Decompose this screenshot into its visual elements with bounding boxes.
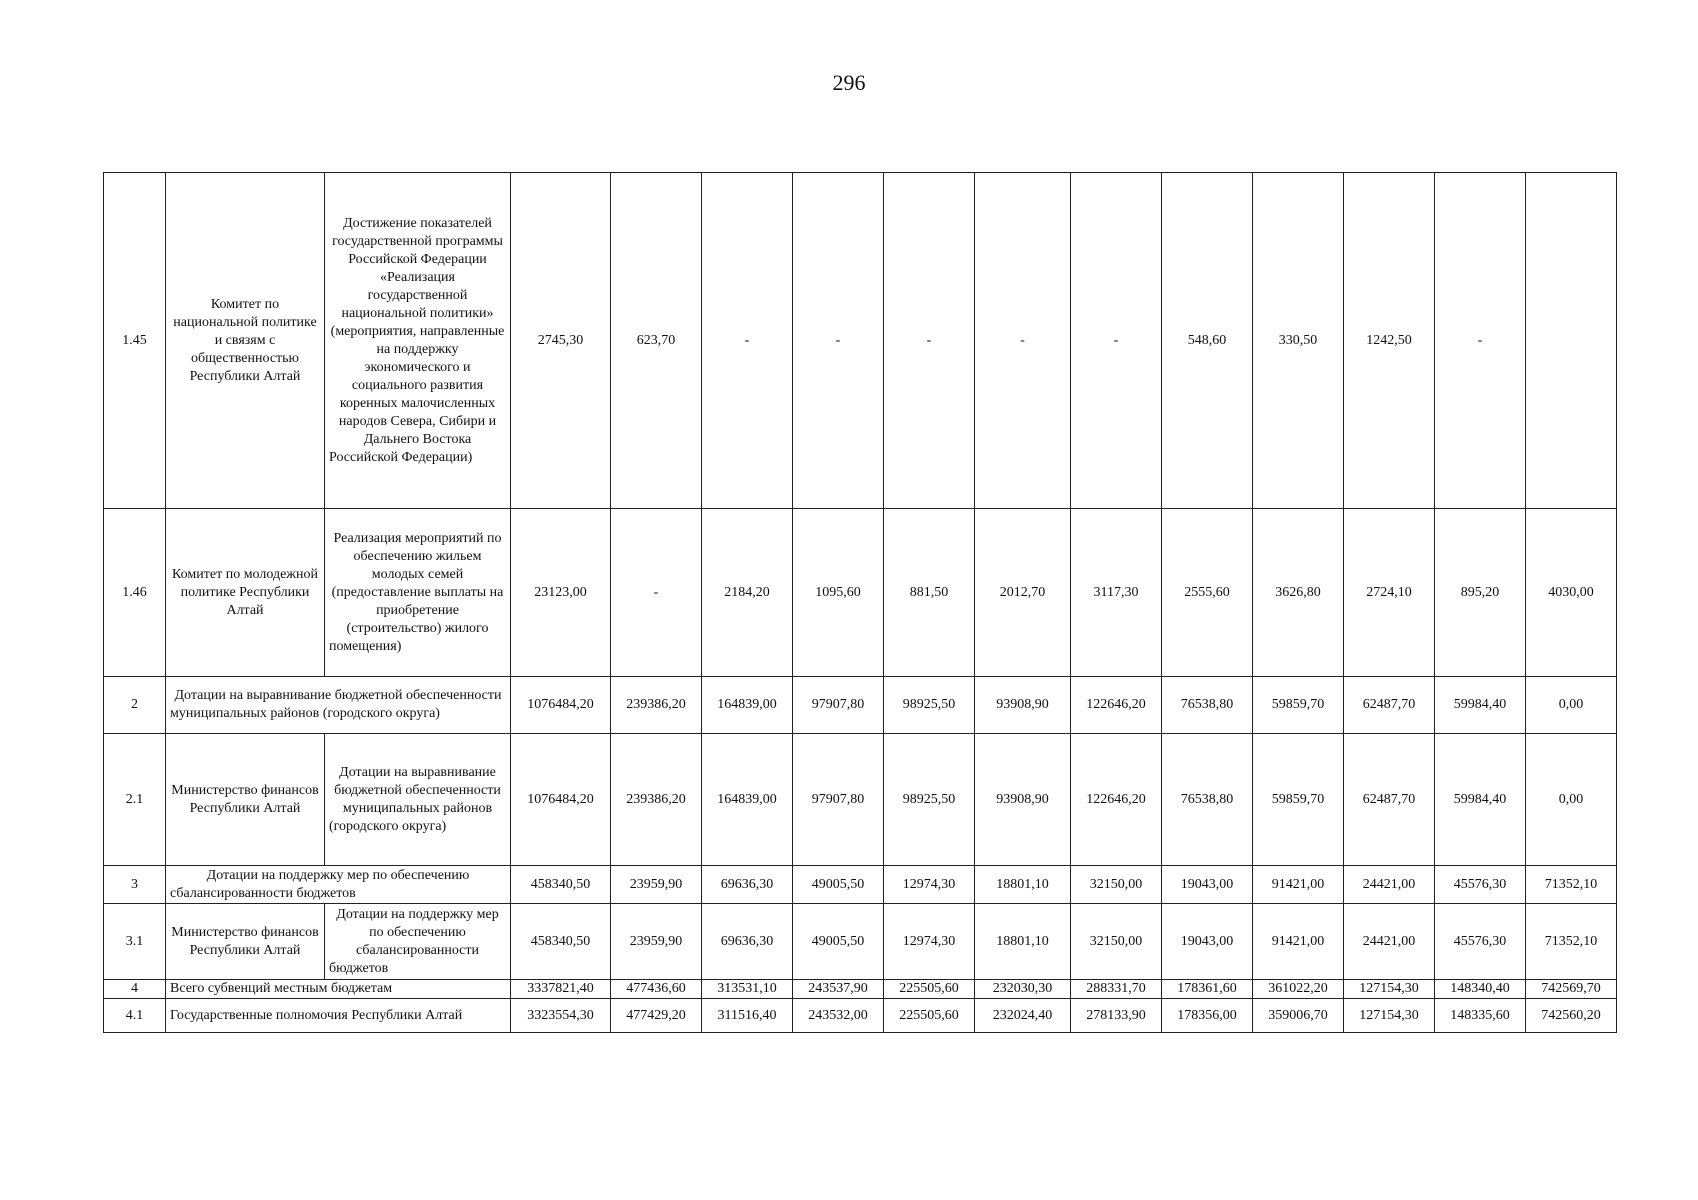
- value-cell: 49005,50: [793, 904, 884, 980]
- value-cell: 278133,90: [1071, 999, 1162, 1033]
- value-cell: 49005,50: [793, 866, 884, 904]
- value-cell: 59859,70: [1253, 734, 1344, 866]
- value-cell: 19043,00: [1162, 904, 1253, 980]
- value-cell: 93908,90: [975, 677, 1071, 734]
- value-cell: 243532,00: [793, 999, 884, 1033]
- description-cell: Дотации на поддержку мер по обеспечению сбалансированности бюджетов: [166, 866, 511, 904]
- value-cell: 148340,40: [1435, 980, 1526, 999]
- row-number: 3: [104, 866, 166, 904]
- value-cell: 45576,30: [1435, 866, 1526, 904]
- value-cell: 2724,10: [1344, 509, 1435, 677]
- value-cell: 225505,60: [884, 980, 975, 999]
- value-cell: 122646,20: [1071, 677, 1162, 734]
- value-cell: 32150,00: [1071, 866, 1162, 904]
- value-cell: 76538,80: [1162, 734, 1253, 866]
- value-cell: 4030,00: [1526, 509, 1617, 677]
- value-cell: 895,20: [1435, 509, 1526, 677]
- value-cell: 18801,10: [975, 904, 1071, 980]
- value-cell: -: [1435, 173, 1526, 509]
- value-cell: 127154,30: [1344, 980, 1435, 999]
- value-cell: 477436,60: [611, 980, 702, 999]
- value-cell: 1076484,20: [511, 734, 611, 866]
- value-cell: 1242,50: [1344, 173, 1435, 509]
- value-cell: 225505,60: [884, 999, 975, 1033]
- value-cell: 239386,20: [611, 734, 702, 866]
- value-cell: 0,00: [1526, 734, 1617, 866]
- value-cell: 0,00: [1526, 677, 1617, 734]
- value-cell: [1526, 173, 1617, 509]
- row-number: 3.1: [104, 904, 166, 980]
- value-cell: 2012,70: [975, 509, 1071, 677]
- value-cell: 59984,40: [1435, 677, 1526, 734]
- value-cell: 93908,90: [975, 734, 1071, 866]
- description-cell: Достижение показателей государственной программы Российской Федерации «Реализация государственной национальной политики» (мероприятия, направленные на поддержку экономического и социального развития коренных малочисленных народов Севера, Сибири и Дальнего Востока Российской Федерации): [325, 173, 511, 509]
- value-cell: 62487,70: [1344, 677, 1435, 734]
- value-cell: 98925,50: [884, 734, 975, 866]
- description-cell: Дотации на выравнивание бюджетной обеспеченности муниципальных районов (городского округа): [325, 734, 511, 866]
- value-cell: 881,50: [884, 509, 975, 677]
- value-cell: 3337821,40: [511, 980, 611, 999]
- value-cell: 71352,10: [1526, 904, 1617, 980]
- value-cell: 122646,20: [1071, 734, 1162, 866]
- value-cell: 3626,80: [1253, 509, 1344, 677]
- value-cell: 2184,20: [702, 509, 793, 677]
- table-row: [104, 509, 1617, 677]
- organization-cell: Комитет по национальной политике и связям с общественностью Республики Алтай: [166, 173, 325, 509]
- value-cell: 2745,30: [511, 173, 611, 509]
- value-cell: 71352,10: [1526, 866, 1617, 904]
- description-cell: Дотации на выравнивание бюджетной обеспеченности муниципальных районов (городского округа): [166, 677, 511, 734]
- value-cell: 62487,70: [1344, 734, 1435, 866]
- table-row: [104, 734, 1617, 866]
- value-cell: 23959,90: [611, 904, 702, 980]
- value-cell: 330,50: [1253, 173, 1344, 509]
- value-cell: 32150,00: [1071, 904, 1162, 980]
- value-cell: 164839,00: [702, 734, 793, 866]
- table-row: [104, 173, 1617, 509]
- organization-cell: Комитет по молодежной политике Республики Алтай: [166, 509, 325, 677]
- value-cell: 742569,70: [1526, 980, 1617, 999]
- value-cell: 12974,30: [884, 904, 975, 980]
- description-cell: Государственные полномочия Республики Алтай: [166, 999, 511, 1033]
- value-cell: 458340,50: [511, 904, 611, 980]
- value-cell: 477429,20: [611, 999, 702, 1033]
- value-cell: 12974,30: [884, 866, 975, 904]
- value-cell: 1076484,20: [511, 677, 611, 734]
- value-cell: -: [702, 173, 793, 509]
- table-row: [104, 904, 1617, 980]
- value-cell: 458340,50: [511, 866, 611, 904]
- row-number: 1.46: [104, 509, 166, 677]
- value-cell: 178356,00: [1162, 999, 1253, 1033]
- value-cell: 98925,50: [884, 677, 975, 734]
- value-cell: 24421,00: [1344, 866, 1435, 904]
- value-cell: 623,70: [611, 173, 702, 509]
- value-cell: 2555,60: [1162, 509, 1253, 677]
- value-cell: 69636,30: [702, 866, 793, 904]
- value-cell: 232024,40: [975, 999, 1071, 1033]
- value-cell: 1095,60: [793, 509, 884, 677]
- description-cell: Всего субвенций местным бюджетам: [166, 980, 511, 999]
- value-cell: 24421,00: [1344, 904, 1435, 980]
- value-cell: -: [793, 173, 884, 509]
- value-cell: 3117,30: [1071, 509, 1162, 677]
- value-cell: 97907,80: [793, 677, 884, 734]
- value-cell: 91421,00: [1253, 904, 1344, 980]
- value-cell: 18801,10: [975, 866, 1071, 904]
- budget-table: [103, 172, 1617, 1033]
- table-row: [104, 866, 1617, 904]
- value-cell: 288331,70: [1071, 980, 1162, 999]
- value-cell: 45576,30: [1435, 904, 1526, 980]
- value-cell: 23959,90: [611, 866, 702, 904]
- value-cell: -: [884, 173, 975, 509]
- value-cell: -: [611, 509, 702, 677]
- row-number: 2.1: [104, 734, 166, 866]
- description-cell: Дотации на поддержку мер по обеспечению сбалансированности бюджетов: [325, 904, 511, 980]
- value-cell: 178361,60: [1162, 980, 1253, 999]
- row-number: 1.45: [104, 173, 166, 509]
- value-cell: -: [975, 173, 1071, 509]
- table-row: [104, 999, 1617, 1033]
- value-cell: 23123,00: [511, 509, 611, 677]
- row-number: 2: [104, 677, 166, 734]
- value-cell: 311516,40: [702, 999, 793, 1033]
- value-cell: 91421,00: [1253, 866, 1344, 904]
- value-cell: 127154,30: [1344, 999, 1435, 1033]
- value-cell: 313531,10: [702, 980, 793, 999]
- description-cell: Реализация мероприятий по обеспечению жильем молодых семей (предоставление выплаты на приобретение (строительство) жилого помещения): [325, 509, 511, 677]
- value-cell: 232030,30: [975, 980, 1071, 999]
- value-cell: 69636,30: [702, 904, 793, 980]
- value-cell: 239386,20: [611, 677, 702, 734]
- value-cell: 361022,20: [1253, 980, 1344, 999]
- value-cell: 59984,40: [1435, 734, 1526, 866]
- row-number: 4: [104, 980, 166, 999]
- page-number: 296: [832, 70, 866, 95]
- value-cell: 76538,80: [1162, 677, 1253, 734]
- value-cell: 59859,70: [1253, 677, 1344, 734]
- value-cell: 359006,70: [1253, 999, 1344, 1033]
- row-number: 4.1: [104, 999, 166, 1033]
- value-cell: 548,60: [1162, 173, 1253, 509]
- value-cell: 97907,80: [793, 734, 884, 866]
- value-cell: 243537,90: [793, 980, 884, 999]
- value-cell: -: [1071, 173, 1162, 509]
- value-cell: 164839,00: [702, 677, 793, 734]
- value-cell: 19043,00: [1162, 866, 1253, 904]
- value-cell: 742560,20: [1526, 999, 1617, 1033]
- organization-cell: Министерство финансов Республики Алтай: [166, 734, 325, 866]
- organization-cell: Министерство финансов Республики Алтай: [166, 904, 325, 980]
- table-row: [104, 677, 1617, 734]
- value-cell: 148335,60: [1435, 999, 1526, 1033]
- table-row: [104, 980, 1617, 999]
- value-cell: 3323554,30: [511, 999, 611, 1033]
